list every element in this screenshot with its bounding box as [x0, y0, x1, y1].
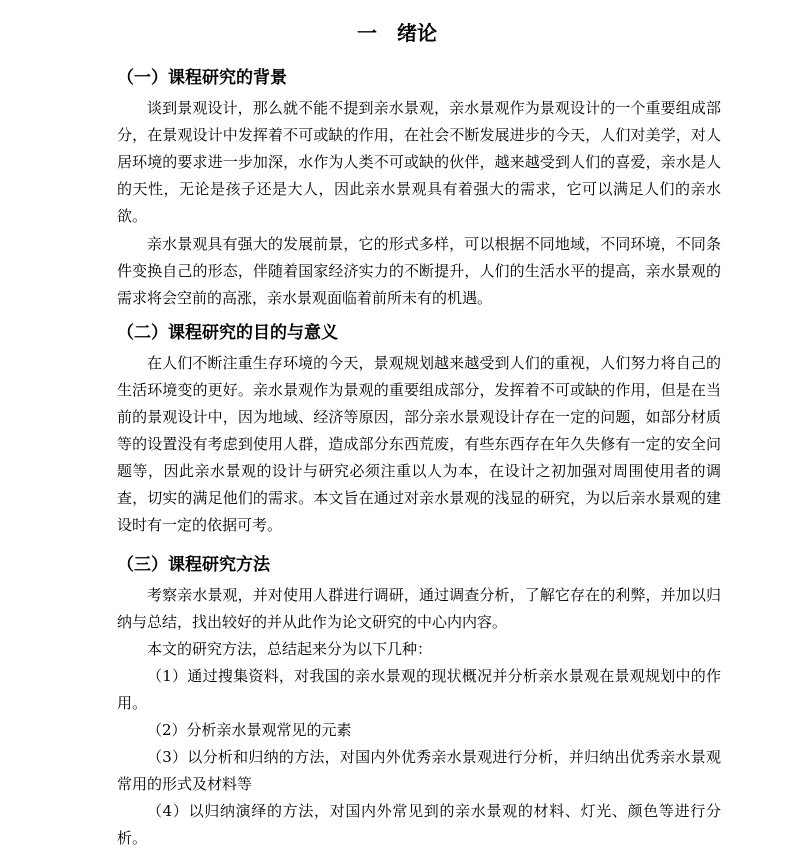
section-heading-method: （三）课程研究方法 — [117, 555, 270, 575]
paragraph-method-2: 本文的研究方法，总结起来分为以下几种： — [147, 640, 433, 658]
chapter-title: 一 绪论 — [357, 21, 437, 45]
section-heading-background: （一）课程研究的背景 — [117, 68, 287, 88]
paragraph-background-2: 亲水景观具有强大的发展前景，它的形式多样，可以根据不同地域，不同环境，不同条件变换自己的形态，伴随着国家经济实力的不断提升，人们的生活水平的提高，亲水景观的需求将会空前的高涨，亲水景观面临着前所未有的机遇。 — [117, 235, 721, 307]
list-item-method-3: （3）以分析和归纳的方法，对国内外优秀亲水景观进行分析，并归纳出优秀亲水景观常用的形式及材料等 — [117, 748, 721, 793]
list-item-method-1: （1）通过搜集资料，对我国的亲水景观的现状概况并分析亲水景观在景观规划中的作用。 — [117, 667, 721, 712]
paragraph-method-1: 考察亲水景观，并对使用人群进行调研，通过调查分析，了解它存在的利弊，并加以归纳与总结，找出较好的并从此作为论文研究的中心内内容。 — [117, 586, 721, 631]
paragraph-background-1: 谈到景观设计，那么就不能不提到亲水景观，亲水景观作为景观设计的一个重要组成部分，在景观设计中发挥着不可或缺的作用，在社会不断发展进步的今天，人们对美学，对人居环境的要求进一步加深，水作为人类不可或缺的伙伴，越来越受到人们的喜爱，亲水是人的天性，无论是孩子还是大人，因此亲水景观具有着强大的需求，它可以满足人们的亲水欲。 — [117, 99, 721, 225]
list-item-method-2: （2）分析亲水景观常见的元素 — [147, 721, 352, 739]
section-heading-purpose: （二）课程研究的目的与意义 — [117, 323, 338, 343]
list-item-method-4: （4）以归纳演绎的方法，对国内外常见到的亲水景观的材料、灯光、颜色等进行分析。 — [117, 802, 721, 847]
paragraph-purpose-1: 在人们不断注重生存环境的今天，景观规划越来越受到人们的重视，人们努力将自己的生活环境变的更好。亲水景观作为景观的重要组成部分，发挥着不可或缺的作用，但是在当前的景观设计中，因为地域、经济等原因，部分亲水景观设计存在一定的问题，如部分材质等的设置没有考虑到使用人群，造成部分东西荒废，有些东西存在年久失修有一定的安全问题等，因此亲水景观的设计与研究必须注重以人为本，在设计之初加强对周围使用者的调查，切实的满足他们的需求。本文旨在通过对亲水景观的浅显的研究，为以后亲水景观的建设时有一定的依据可考。 — [117, 354, 721, 534]
